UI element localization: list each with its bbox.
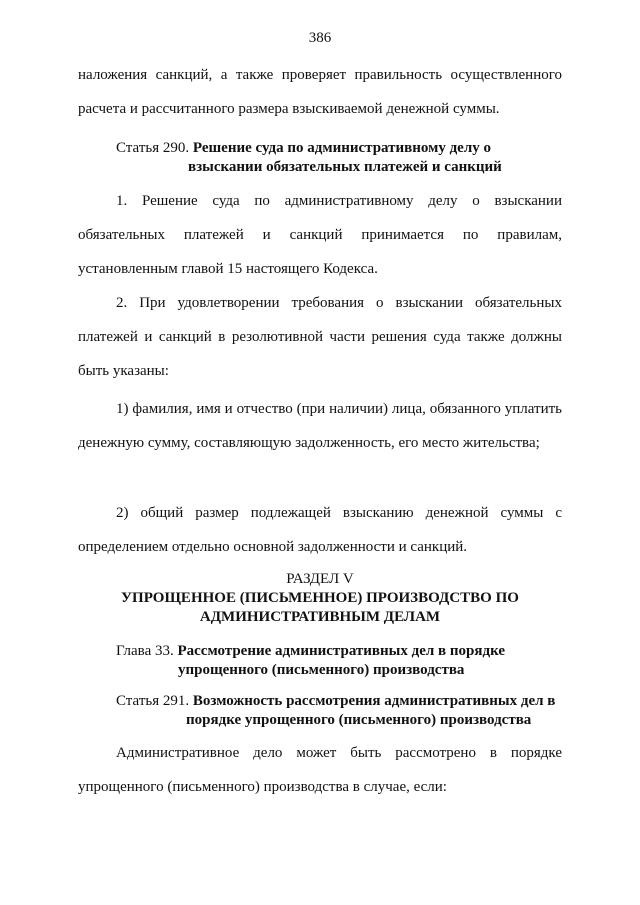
section-label: РАЗДЕЛ V <box>286 571 354 587</box>
paragraph-1: 1. Решение суда по административному делу о взыскании обязательных платежей и санкций принимается по правилам, установленным главой 15 настоящего Кодекса. <box>78 193 562 277</box>
article-291-title-line1: Возможность рассмотрения административных дел в <box>192 693 556 709</box>
paragraph-continuation: наложения санкций, а также проверяет правильность осуществленного расчета и рассчитанного размера взыскиваемой денежной суммы. <box>78 67 562 117</box>
article-291-title-line2: порядке упрощенного (письменного) производства <box>186 712 532 728</box>
section-heading <box>78 570 562 627</box>
paragraph-3: 1) фамилия, имя и отчество (при наличии) лица, обязанного уплатить денежную сумму, составляющую задолженность, его место жительства; <box>78 401 562 451</box>
article-291-label: Статья 291. <box>116 693 190 709</box>
article-290-heading <box>116 139 502 177</box>
chapter-33-label: Глава 33. <box>116 643 174 659</box>
section-title-line2: АДМИНИСТРАТИВНЫМ ДЕЛАМ <box>199 609 441 625</box>
article-291-heading <box>116 692 555 730</box>
chapter-33-title-line1: Рассмотрение административных дел в порядке <box>177 643 506 659</box>
chapter-33-title-line2: упрощенного (письменного) производства <box>178 662 465 678</box>
section-title-line1: УПРОЩЕННОЕ (ПИСЬМЕННОЕ) ПРОИЗВОДСТВО ПО <box>121 590 519 606</box>
paragraph-5: Административное дело может быть рассмотрено в порядке упрощенного (письменного) производства в случае, если: <box>78 745 562 795</box>
article-290-label: Статья 290. <box>116 140 190 156</box>
chapter-33-heading <box>116 642 505 680</box>
paragraph-4: 2) общий размер подлежащей взысканию денежной суммы с определением отдельно основной задолженности и санкций. <box>78 505 562 555</box>
article-290-title-line2: взыскании обязательных платежей и санкций <box>188 159 502 175</box>
article-290-title-line1: Решение суда по административному делу о <box>192 140 491 156</box>
paragraph-2: 2. При удовлетворении требования о взыскании обязательных платежей и санкций в резолютивной части решения суда также должны быть указаны: <box>78 295 562 379</box>
page-number: 386 <box>308 30 332 46</box>
